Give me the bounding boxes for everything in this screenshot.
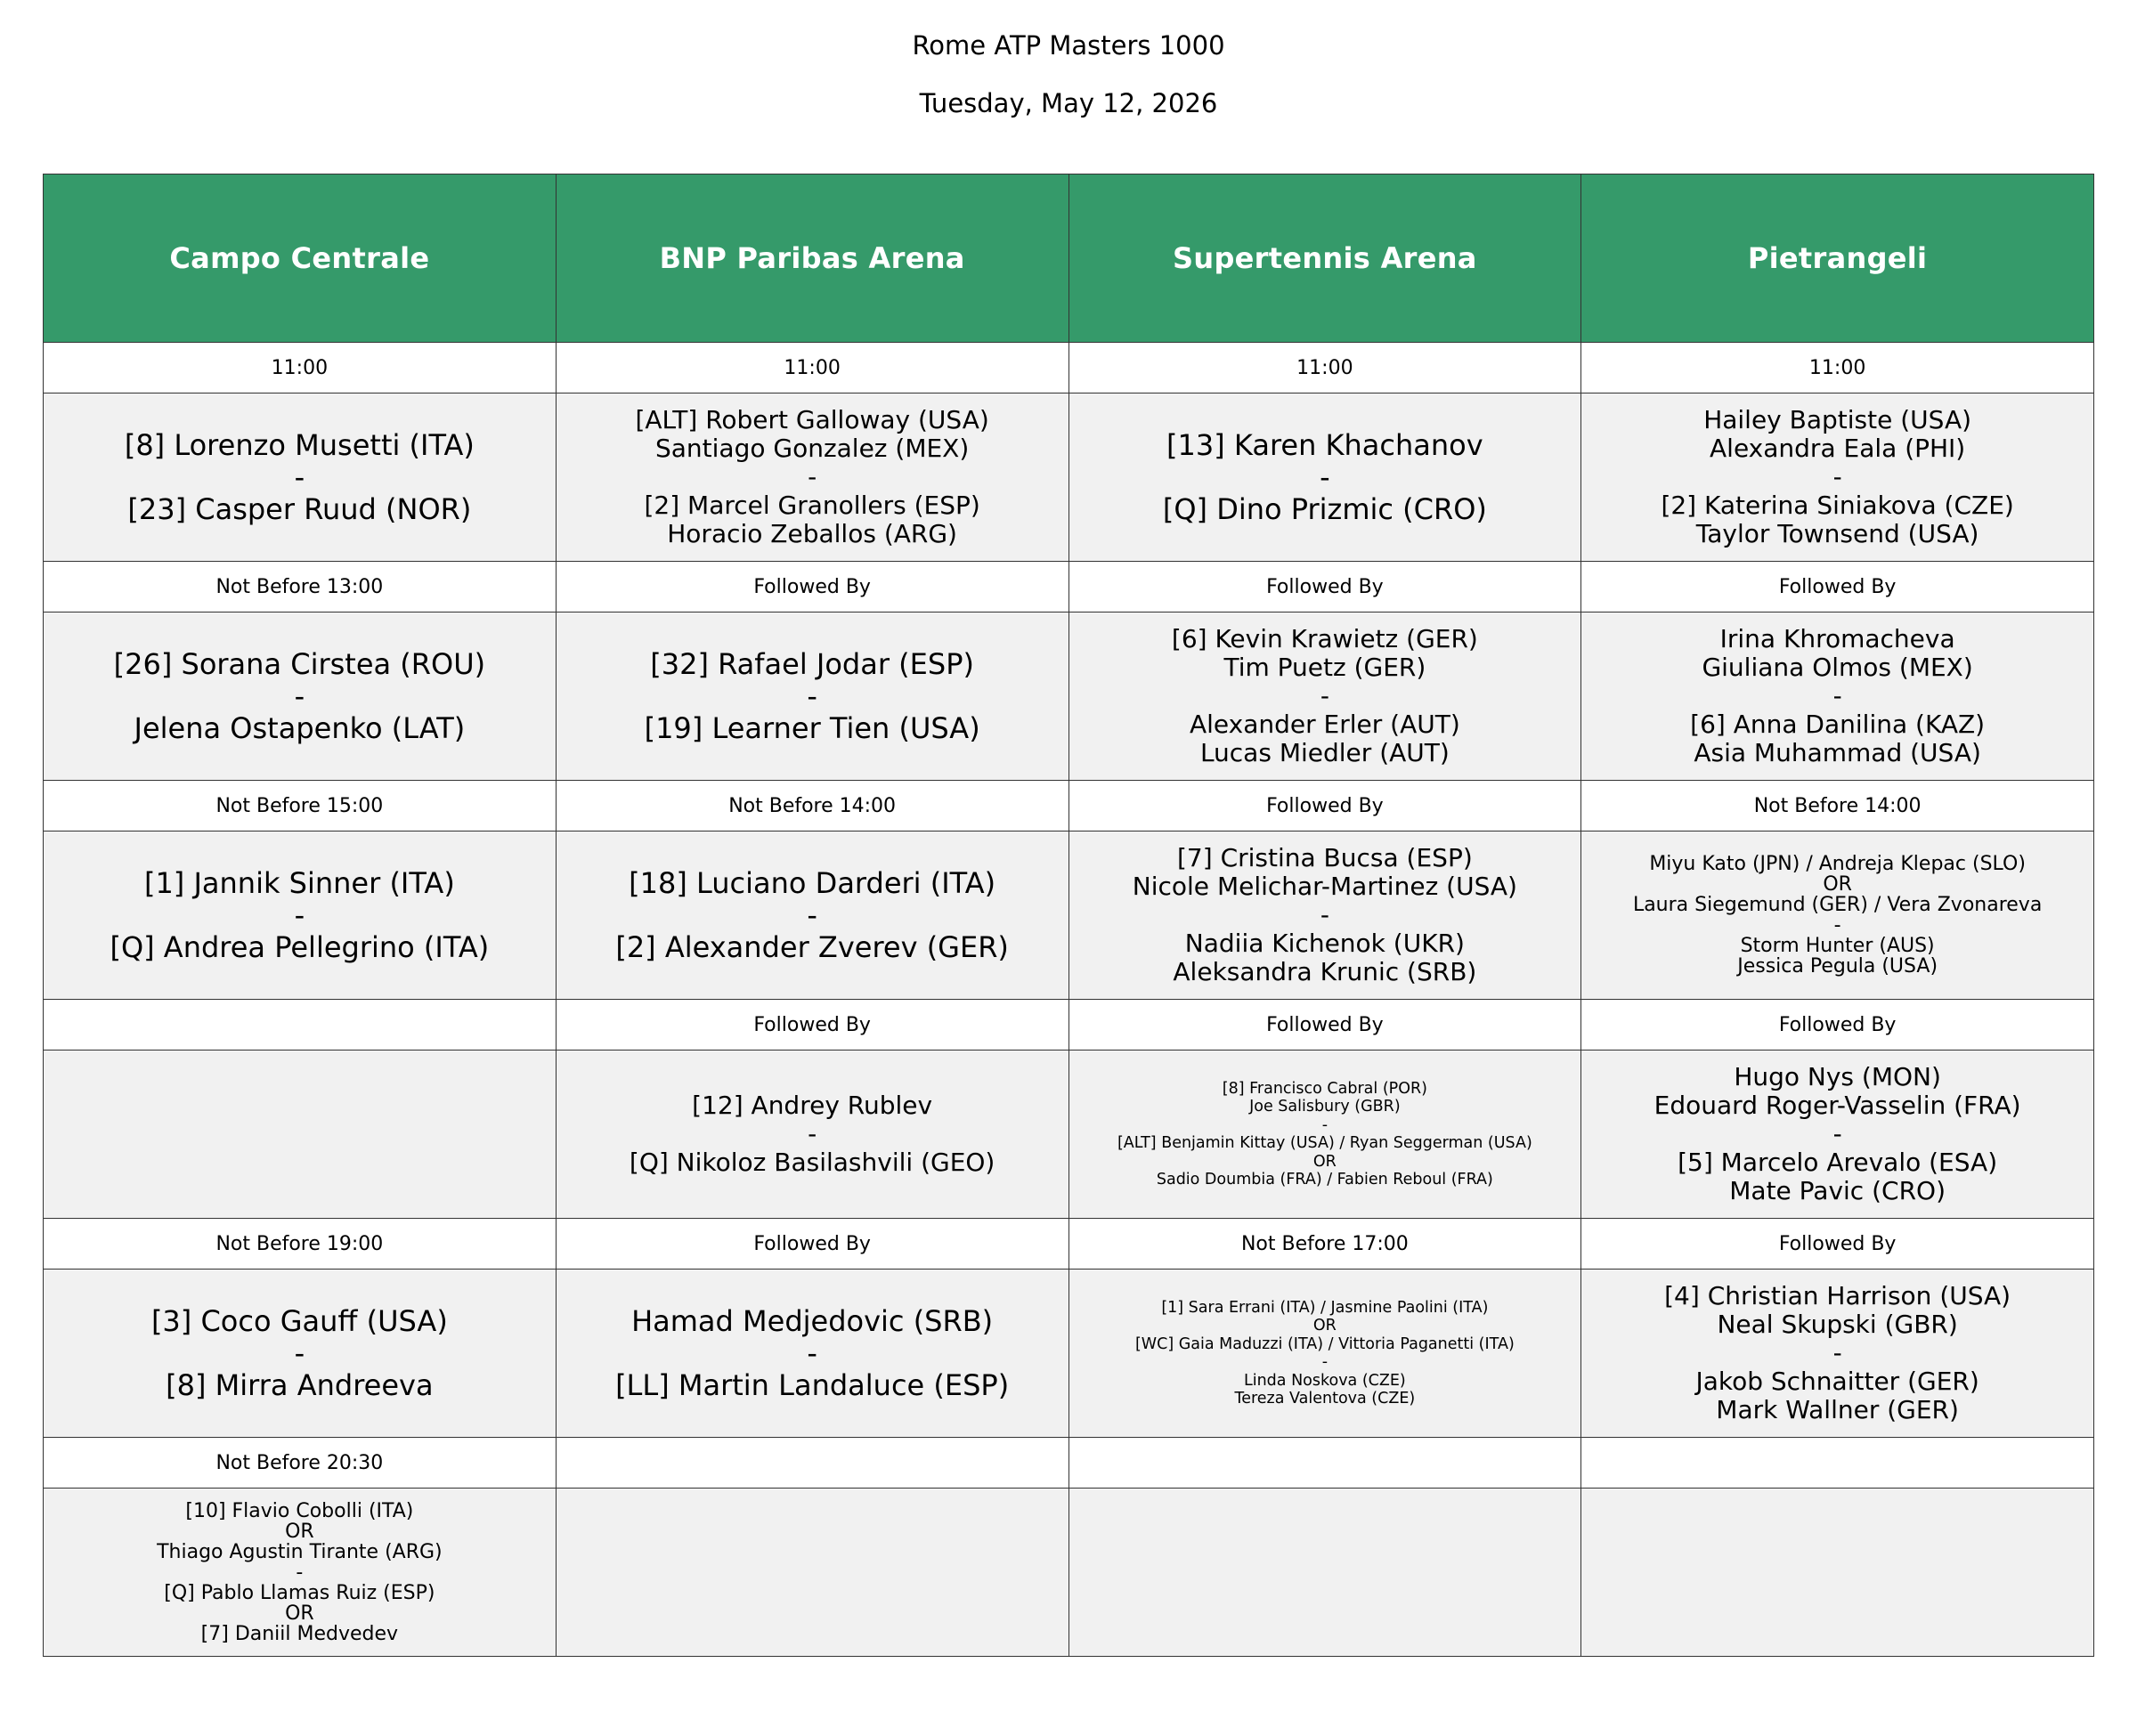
player-line: [4] Christian Harrison (USA) <box>1664 1281 2011 1310</box>
player-line: [12] Andrey Rublev <box>692 1091 933 1120</box>
match-cell <box>1068 1489 1581 1657</box>
versus-separator: - <box>294 898 305 932</box>
versus-separator: - <box>1320 681 1329 710</box>
player-line: [5] Marcelo Arevalo (ESA) <box>1678 1148 1998 1177</box>
versus-separator: - <box>294 679 305 713</box>
or-separator: OR <box>1312 1152 1337 1171</box>
time-row <box>44 1219 2094 1270</box>
player-line: Mate Pavic (CRO) <box>1729 1176 1946 1205</box>
start-time-cell: Not Before 20:30 <box>44 1438 557 1489</box>
time-row <box>44 1000 2094 1051</box>
time-row <box>44 343 2094 393</box>
match-cell <box>556 1270 1068 1438</box>
match-cell <box>556 612 1068 781</box>
player-line: [2] Katerina Siniakova (CZE) <box>1661 491 2014 520</box>
player-line: Alexander Erler (AUT) <box>1189 710 1460 739</box>
match-cell <box>556 1489 1068 1657</box>
match-cell <box>1581 612 2094 781</box>
start-time-cell: Followed By <box>1581 562 2094 612</box>
schedule-body <box>44 343 2094 1657</box>
player-line: [WC] Gaia Maduzzi (ITA) / Vittoria Paganetti (ITA) <box>1134 1334 1515 1353</box>
start-time-cell: Not Before 19:00 <box>44 1219 557 1270</box>
court-header: Campo Centrale <box>44 174 557 343</box>
start-time-cell: Followed By <box>1068 781 1581 831</box>
court-header-row <box>44 174 2094 343</box>
player-line: Asia Muhammad (USA) <box>1694 738 1981 767</box>
versus-separator: - <box>294 1336 305 1370</box>
player-line: Jelena Ostapenko (LAT) <box>134 711 466 745</box>
start-time-cell: 11:00 <box>556 343 1068 393</box>
player-line: [7] Cristina Bucsa (ESP) <box>1177 843 1473 872</box>
player-line: Jessica Pegula (USA) <box>1737 955 1938 978</box>
player-line: [13] Karen Khachanov <box>1166 428 1483 462</box>
player-line: [2] Marcel Granollers (ESP) <box>644 491 980 520</box>
player-line: Nicole Melichar-Martinez (USA) <box>1132 872 1517 901</box>
player-line: Tim Puetz (GER) <box>1223 653 1426 682</box>
player-line: Laura Siegemund (GER) / Vera Zvonareva <box>1632 894 2043 916</box>
player-line: [Q] Andrea Pellegrino (ITA) <box>110 930 490 964</box>
player-line: [LL] Martin Landaluce (ESP) <box>615 1368 1010 1402</box>
player-line: [19] Learner Tien (USA) <box>644 711 980 745</box>
match-row <box>44 831 2094 1000</box>
match-cell <box>44 831 557 1000</box>
player-line: [6] Kevin Krawietz (GER) <box>1171 624 1478 653</box>
match-cell <box>1068 1270 1581 1438</box>
start-time-cell: Not Before 14:00 <box>1581 781 2094 831</box>
start-time-cell <box>1068 1438 1581 1489</box>
player-line: [6] Anna Danilina (KAZ) <box>1690 710 1986 739</box>
versus-separator: - <box>807 1336 817 1370</box>
versus-separator: - <box>1832 681 1842 710</box>
player-line: Lucas Miedler (AUT) <box>1199 738 1450 767</box>
court-header: Pietrangeli <box>1581 174 2094 343</box>
player-line: [32] Rafael Jodar (ESP) <box>650 647 974 681</box>
player-line: [8] Francisco Cabral (POR) <box>1222 1079 1427 1098</box>
player-line: [3] Coco Gauff (USA) <box>150 1304 448 1338</box>
match-cell <box>556 1051 1068 1219</box>
player-line: [7] Daniil Medvedev <box>200 1622 399 1645</box>
or-separator: OR <box>285 1602 314 1625</box>
player-line: Taylor Townsend (USA) <box>1695 519 1979 548</box>
player-line: [1] Jannik Sinner (ITA) <box>143 866 455 900</box>
start-time-cell: Not Before 17:00 <box>1068 1219 1581 1270</box>
start-time-cell: Followed By <box>556 1000 1068 1051</box>
start-time-cell <box>556 1438 1068 1489</box>
start-time-cell: Followed By <box>1068 562 1581 612</box>
versus-separator: - <box>294 460 305 494</box>
player-line: Sadio Doumbia (FRA) / Fabien Reboul (FRA) <box>1156 1171 1493 1188</box>
versus-separator: - <box>1832 1338 1842 1367</box>
player-line: [23] Casper Ruud (NOR) <box>127 492 472 526</box>
match-cell <box>1068 1051 1581 1219</box>
player-line: Hamad Medjedovic (SRB) <box>631 1304 994 1338</box>
start-time-cell: Not Before 13:00 <box>44 562 557 612</box>
player-line: Storm Hunter (AUS) <box>1740 935 1935 957</box>
court-header: Supertennis Arena <box>1068 174 1581 343</box>
start-time-cell: Followed By <box>1068 1000 1581 1051</box>
or-separator: OR <box>1823 873 1852 896</box>
start-time-cell: Not Before 14:00 <box>556 781 1068 831</box>
player-line: Santiago Gonzalez (MEX) <box>654 434 970 463</box>
player-line: [2] Alexander Zverev (GER) <box>615 930 1009 964</box>
player-line: Tereza Valentova (CZE) <box>1234 1390 1416 1407</box>
player-line: Aleksandra Krunic (SRB) <box>1173 957 1477 986</box>
match-cell <box>44 393 557 562</box>
player-line: Edouard Roger-Vasselin (FRA) <box>1654 1091 2021 1120</box>
versus-separator: - <box>1321 1115 1329 1134</box>
match-row <box>44 1051 2094 1219</box>
match-row <box>44 1270 2094 1438</box>
start-time-cell: 11:00 <box>44 343 557 393</box>
versus-separator: - <box>296 1561 304 1584</box>
player-line: Neal Skupski (GBR) <box>1717 1310 1958 1339</box>
versus-separator: - <box>1833 914 1841 937</box>
start-time-cell <box>1581 1438 2094 1489</box>
player-line: [ALT] Benjamin Kittay (USA) / Ryan Seggerman (USA) <box>1117 1134 1532 1152</box>
versus-separator: - <box>1832 1119 1842 1148</box>
player-line: Nadiia Kichenok (UKR) <box>1184 929 1465 958</box>
match-cell <box>1581 393 2094 562</box>
player-line: [26] Sorana Cirstea (ROU) <box>113 647 486 681</box>
match-row <box>44 1489 2094 1657</box>
schedule-date: Tuesday, May 12, 2026 <box>919 88 1218 118</box>
match-cell <box>556 393 1068 562</box>
or-separator: OR <box>1312 1317 1337 1334</box>
match-row <box>44 393 2094 562</box>
player-line: [10] Flavio Cobolli (ITA) <box>185 1499 414 1522</box>
player-line: Hugo Nys (MON) <box>1734 1062 1941 1091</box>
time-row <box>44 781 2094 831</box>
time-row <box>44 562 2094 612</box>
tournament-title: Rome ATP Masters 1000 <box>912 30 1225 61</box>
match-cell <box>44 612 557 781</box>
or-separator: OR <box>285 1520 314 1543</box>
start-time-cell: Followed By <box>556 562 1068 612</box>
match-cell <box>1581 831 2094 1000</box>
versus-separator: - <box>808 1119 817 1148</box>
player-line: [ALT] Robert Galloway (USA) <box>635 405 989 434</box>
start-time-cell: 11:00 <box>1581 343 2094 393</box>
match-cell <box>44 1051 557 1219</box>
time-row <box>44 1438 2094 1489</box>
match-cell <box>1068 612 1581 781</box>
start-time-cell: Followed By <box>1581 1000 2094 1051</box>
versus-separator: - <box>1320 460 1330 494</box>
versus-separator: - <box>808 462 817 491</box>
match-cell <box>44 1270 557 1438</box>
match-cell <box>1581 1051 2094 1219</box>
versus-separator: - <box>1832 462 1842 491</box>
match-cell <box>44 1489 557 1657</box>
player-line: Joe Salisbury (GBR) <box>1249 1098 1401 1115</box>
player-line: [1] Sara Errani (ITA) / Jasmine Paolini (ITA) <box>1161 1298 1489 1317</box>
player-line: [Q] Nikoloz Basilashvili (GEO) <box>629 1148 995 1177</box>
player-line: [Q] Dino Prizmic (CRO) <box>1162 492 1487 526</box>
player-line: [18] Luciano Darderi (ITA) <box>629 866 996 900</box>
match-cell <box>1581 1489 2094 1657</box>
versus-separator: - <box>1321 1353 1329 1371</box>
player-line: Jakob Schnaitter (GER) <box>1695 1367 1979 1396</box>
start-time-cell: 11:00 <box>1068 343 1581 393</box>
versus-separator: - <box>1320 900 1329 929</box>
player-line: [8] Lorenzo Musetti (ITA) <box>124 428 475 462</box>
player-line: Irina Khromacheva <box>1719 624 1955 653</box>
player-line: Thiago Agustin Tirante (ARG) <box>157 1540 443 1563</box>
match-cell <box>556 831 1068 1000</box>
start-time-cell: Followed By <box>556 1219 1068 1270</box>
player-line: Hailey Baptiste (USA) <box>1703 405 1972 434</box>
player-line: [Q] Pablo Llamas Ruiz (ESP) <box>164 1581 435 1604</box>
player-line: Linda Noskova (CZE) <box>1243 1371 1406 1390</box>
player-line: Mark Wallner (GER) <box>1716 1395 1959 1424</box>
player-line: Giuliana Olmos (MEX) <box>1702 653 1973 682</box>
player-line: Miyu Kato (JPN) / Andreja Klepac (SLO) <box>1649 853 2026 875</box>
match-row <box>44 612 2094 781</box>
court-header: BNP Paribas Arena <box>556 174 1068 343</box>
match-cell <box>1068 393 1581 562</box>
player-line: Horacio Zeballos (ARG) <box>667 519 957 548</box>
order-of-play-table <box>43 174 2094 1657</box>
start-time-cell: Followed By <box>1581 1219 2094 1270</box>
match-cell <box>1068 831 1581 1000</box>
start-time-cell <box>44 1000 557 1051</box>
versus-separator: - <box>807 679 817 713</box>
match-cell <box>1581 1270 2094 1438</box>
player-line: [8] Mirra Andreeva <box>166 1368 434 1402</box>
player-line: Alexandra Eala (PHI) <box>1710 434 1966 463</box>
start-time-cell: Not Before 15:00 <box>44 781 557 831</box>
versus-separator: - <box>807 898 817 932</box>
